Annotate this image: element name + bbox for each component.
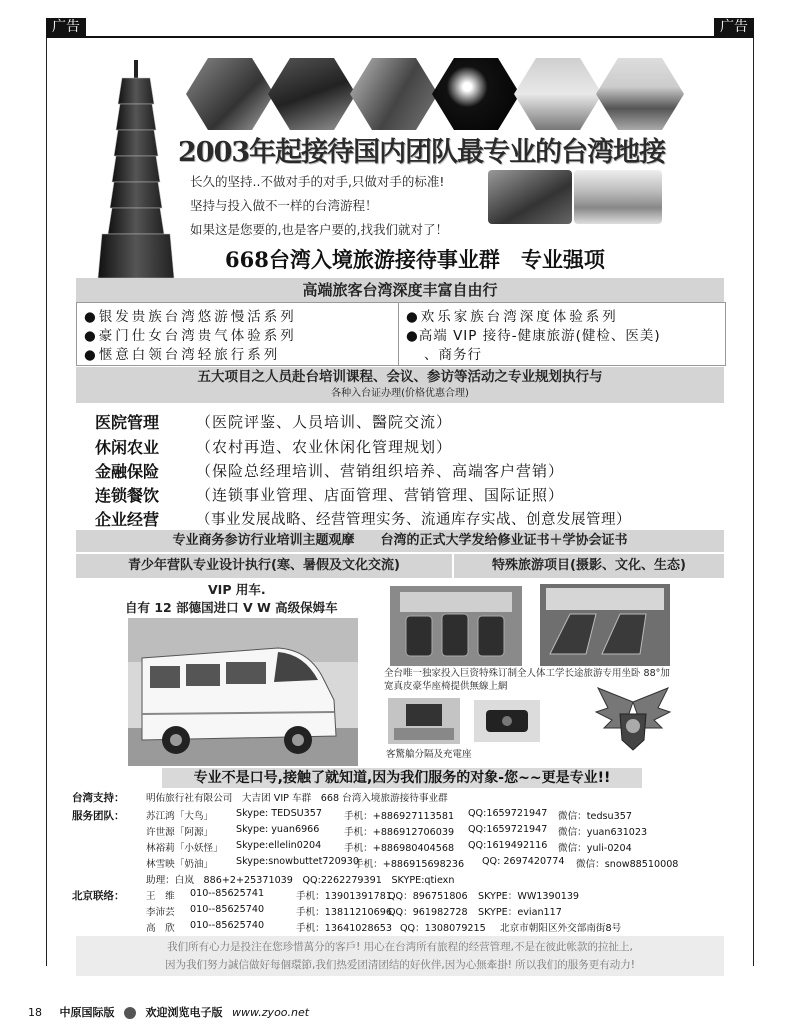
ad-tag-left: 广告 — [46, 18, 86, 36]
page-footer — [28, 1004, 309, 1020]
beijing-contact-skype: SKYPE：evian117 — [478, 907, 562, 918]
slogan-3: 如果这是您要的,也是客户要的,找我们就对了！ — [190, 222, 448, 237]
train-photo — [488, 170, 572, 224]
beijing-contact-phone: 手机：13901391781 — [296, 891, 392, 902]
beijing-row — [146, 920, 716, 934]
beijing-row — [146, 888, 706, 902]
publication-logo-icon — [124, 1007, 136, 1019]
program-name: 金融保险 — [95, 462, 160, 481]
vip-line-2: 自有 12 部德国进口 V W 高级保姆车 — [125, 600, 338, 615]
team-member-qq: QQ: 2697420774 — [482, 856, 565, 867]
team-member-skype: Skype:ellelin0204 — [236, 840, 322, 851]
beijing-contact-name: 李沛芸 — [146, 907, 175, 918]
beijing-contact-skype: SKYPE：WW1390139 — [478, 891, 580, 902]
beijing-contact-name: 高 欣 — [146, 923, 175, 934]
team-member-wechat: 微信：tedsu357 — [558, 811, 632, 822]
team-member-wechat: 微信：yuan631023 — [558, 827, 648, 838]
premium-left-item: ●惬意白领台湾轻旅行系列 — [84, 347, 281, 363]
cabin-partition-photo — [388, 698, 460, 744]
beijing-contact-address: 北京市朝阳区外交部南街8号 — [500, 923, 622, 934]
footer-note-line: 因为我们努力誠信做好每個環節,我们热爱团清团结的好伙伴,因为心無牽掛! 所以我们的服务更有动力! — [165, 959, 635, 971]
slogan-2: 坚持与投入做不一样的台湾游程！ — [190, 198, 378, 213]
premium-left-item: ●银发贵族台湾悠游慢活系列 — [84, 309, 297, 325]
beijing-contact-name: 王 维 — [146, 891, 175, 902]
van-interior-seats-photo — [390, 586, 522, 666]
team-member-name: 苏江鸿「大鸟」 — [146, 811, 214, 822]
main-headline: 2003年起接待国内团队最专业的台湾地接 — [178, 137, 666, 168]
beijing-contact-phone: 手机：13811210696 — [296, 907, 392, 918]
ad-tag-right: 广告 — [714, 18, 754, 36]
program-desc: （连锁事业管理、店面管理、营销管理、国际证照） — [196, 486, 565, 504]
slogan-1: 长久的坚持..不做对手的对手,只做对手的标准! — [190, 174, 445, 189]
program-desc: （医院评鉴、人员培训、醫院交流） — [196, 413, 453, 431]
program-name: 连锁餐饮 — [95, 486, 160, 505]
page-number: 18 — [28, 1006, 42, 1019]
beijing-contact-qq: QQ：1308079215 — [400, 923, 486, 934]
team-row — [146, 840, 706, 854]
team-member-name: 许世源「阿源」 — [146, 827, 214, 838]
sub-headline: 668台湾入境旅游接待事业群 专业强项 — [225, 247, 605, 272]
special-tour-bar: 特殊旅游项目(摄影、文化、生态) — [454, 554, 724, 578]
motto-banner: 专业不是口号,接触了就知道,因为我们服务的对象-您~~更是专业!! — [162, 768, 642, 788]
five-projects-subtitle: 各种入台证办理(价格优惠合理) — [331, 388, 469, 399]
seats-caption: 全台唯一独家投入巨资特殊订制全人体工学长途旅游专用坐卧 88°加宽真皮豪华座椅提供無線上網 — [384, 668, 670, 692]
taipei-101-tower-illustration — [92, 60, 182, 278]
reclining-seats-photo — [540, 584, 670, 666]
team-member-wechat: 微信：snow88510008 — [576, 859, 679, 870]
team-row — [146, 808, 706, 822]
footer-note-line: 我们所有心力是投注在您珍惜萬分的客戶! 用心在台湾所有旅程的经营管理,不是在彼此帐款的拉扯上, — [167, 941, 633, 953]
beijing-contact-tel: 010--85625740 — [190, 920, 265, 931]
team-row — [146, 824, 706, 838]
cabin-caption: 客驚艙分隔及充電座 — [386, 749, 472, 760]
welcome-text: 欢迎浏览电子版 — [145, 1006, 223, 1019]
premium-title-bar: 高端旅客台湾深度丰富自由行 — [76, 278, 724, 302]
premium-right-item: ●高端 VIP 接待-健康旅游(健检、医美) — [406, 328, 661, 344]
team-member-phone: 手机：+886980404568 — [344, 843, 455, 854]
premium-right-item: 、商务行 — [424, 347, 482, 363]
vip-line-1: VIP 用车. — [208, 582, 266, 597]
team-member-qq: QQ:1659721947 — [468, 824, 548, 835]
team-member-wechat: 微信：yuli-0204 — [558, 843, 632, 854]
beijing-contact-qq: QQ：896751806 — [388, 891, 468, 902]
beijing-row — [146, 904, 706, 918]
beijing-contact-tel: 010--85625741 — [190, 888, 265, 899]
beijing-contact-qq: QQ：961982728 — [388, 907, 468, 918]
premium-left-item: ●豪门仕女台湾贵气体验系列 — [84, 328, 297, 344]
beijing-label: 北京联络： — [72, 890, 125, 902]
program-name: 医院管理 — [95, 413, 160, 432]
vw-van-photo — [128, 618, 358, 766]
team-row — [146, 856, 706, 870]
team-label: 服务团队： — [72, 810, 125, 822]
charging-socket-photo — [474, 700, 540, 742]
program-desc: （农村再造、农业休闲化管理规划） — [196, 438, 453, 456]
eagle-emblem-icon — [594, 684, 672, 754]
program-desc: （事业发展战略、经营管理实务、流通库存实战、创意发展管理） — [196, 512, 631, 528]
website-link[interactable]: www.zyoo.net — [232, 1006, 310, 1019]
team-member-skype: Skype: yuan6966 — [236, 824, 320, 835]
team-member-phone: 手机：+886915698236 — [354, 859, 465, 870]
assistant-line: 助理：白岚 886+2+25371039 QQ:2262279391 SKYPE:qtiexn — [146, 875, 455, 886]
five-projects-bar — [76, 367, 724, 403]
youth-camp-bar: 青少年营队专业设计执行(寒、暑假及文化交流) — [76, 554, 452, 578]
team-member-skype: Skype: TEDSU357 — [236, 808, 322, 819]
lake-photo — [574, 170, 662, 224]
program-desc: （保险总经理培训、营销组织培养、高端客户营销） — [196, 462, 565, 480]
support-text: 明佑旅行社有限公司 大吉团 VIP 车群 668 台湾入境旅游接待事业群 — [146, 793, 448, 804]
team-member-phone: 手机：+886927113581 — [344, 811, 455, 822]
team-member-qq: QQ:1659721947 — [468, 808, 548, 819]
program-name: 企业经营 — [95, 510, 160, 529]
footer-note-box — [76, 936, 724, 976]
team-member-skype: Skype:snowbuttet720930 — [236, 856, 359, 867]
program-name: 休闲农业 — [95, 438, 160, 457]
support-label: 台湾支持： — [72, 792, 125, 804]
publication-name: 中原国际版 — [59, 1006, 115, 1019]
team-member-name: 林雪映「奶油」 — [146, 859, 214, 870]
beijing-contact-tel: 010--85625740 — [190, 904, 265, 915]
beijing-contact-phone: 手机：13641028653 — [296, 923, 392, 934]
business-visit-bar: 专业商务参访行业培训主题观摩 台湾的正式大学发给修业证书＋学协会证书 — [76, 530, 724, 552]
premium-right-item: ●欢乐家族台湾深度体验系列 — [406, 309, 619, 325]
team-member-qq: QQ:1619492116 — [468, 840, 548, 851]
team-member-name: 林裕莉「小妖怪」 — [146, 843, 223, 854]
team-member-phone: 手机：+886912706039 — [344, 827, 455, 838]
five-projects-title: 五大项目之人员赴台培训课程、会议、参访等活动之专业规划执行与 — [197, 369, 603, 385]
